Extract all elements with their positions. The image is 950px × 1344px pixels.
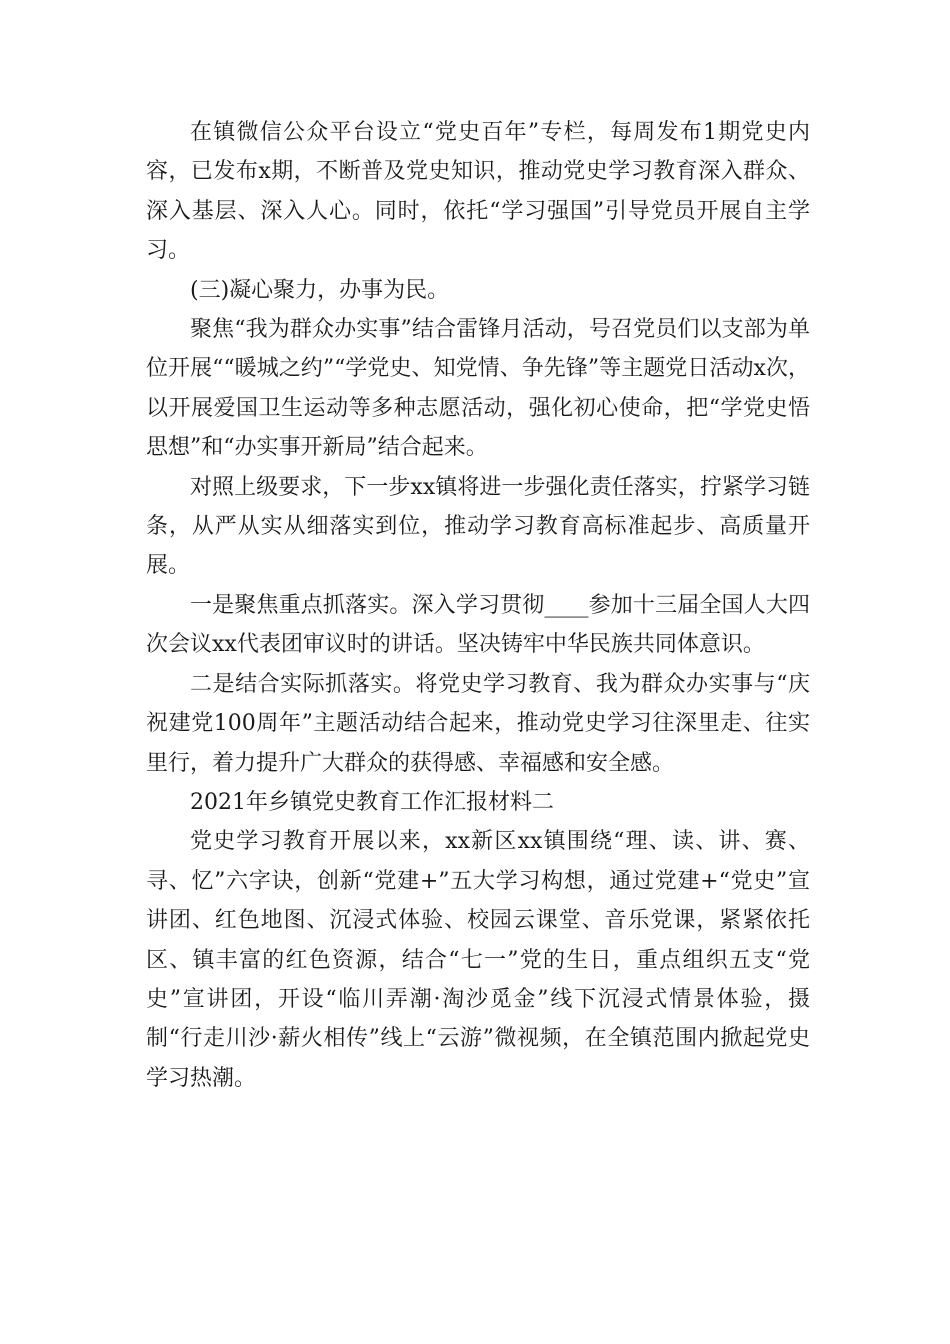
section-heading-three: (三)凝心聚力，办事为民。 [190,277,450,303]
paragraph-next-steps: 对照上级要求，下一步xx镇将进一步强化责任落实，拧紧学习链条，从严从实从细落实到位，推动学习教育高标准起步、高质量开展。 [146,474,810,579]
paragraph-party-history-education: 党史学习教育开展以来，xx新区xx镇围绕“理、读、讲、赛、寻、忆”六字诀，创新“党建+”五大学习构想，通过党建+“党史”宣讲团、红色地图、沉浸式体验、校园云课堂、音乐党课，紧紧依托区、镇丰富的红色资源，结合“七一”党的生日，重点组织五支“党史”宣讲团，开设“临川弄潮·淘沙觅金”线下沉浸式情景体验，摄制“行走川沙·薪火相传”线上“云游”微视频，在全镇范围内掀起党史学习热潮。 [146,829,810,1091]
paragraph-focus-key-points: 一是聚焦重点抓落实。深入学习贯彻____参加十三届全国人大四次会议xx代表团审议时的讲话。坚决铸牢中华民族共同体意识。 [146,592,810,658]
document-subtitle: 2021年乡镇党史教育工作汇报材料二 [190,789,554,815]
document-body [146,113,810,1098]
paragraph-serve-masses: 聚焦“我为群众办实事”结合雷锋月活动，号召党员们以支部为单位开展““暖城之约”“学党史、知党情、争先锋”等主题党日活动x次，以开展爱国卫生运动等多种志愿活动，强化初心使命，把“学党史悟思想”和“办实事开新局”结合起来。 [146,317,810,461]
paragraph-wechat-column: 在镇微信公众平台设立“党史百年”专栏，每周发布1期党史内容，已发布x期，不断普及党史知识，推动党史学习教育深入群众、深入基层、深入人心。同时，依托“学习强国”引导党员开展自主学习。 [146,120,810,264]
paragraph-combine-reality: 二是结合实际抓落实。将党史学习教育、我为群众办实事与“庆祝建党100周年”主题活动结合起来，推动党史学习往深里走、往实里行，着力提升广大群众的获得感、幸福感和安全感。 [146,671,810,776]
